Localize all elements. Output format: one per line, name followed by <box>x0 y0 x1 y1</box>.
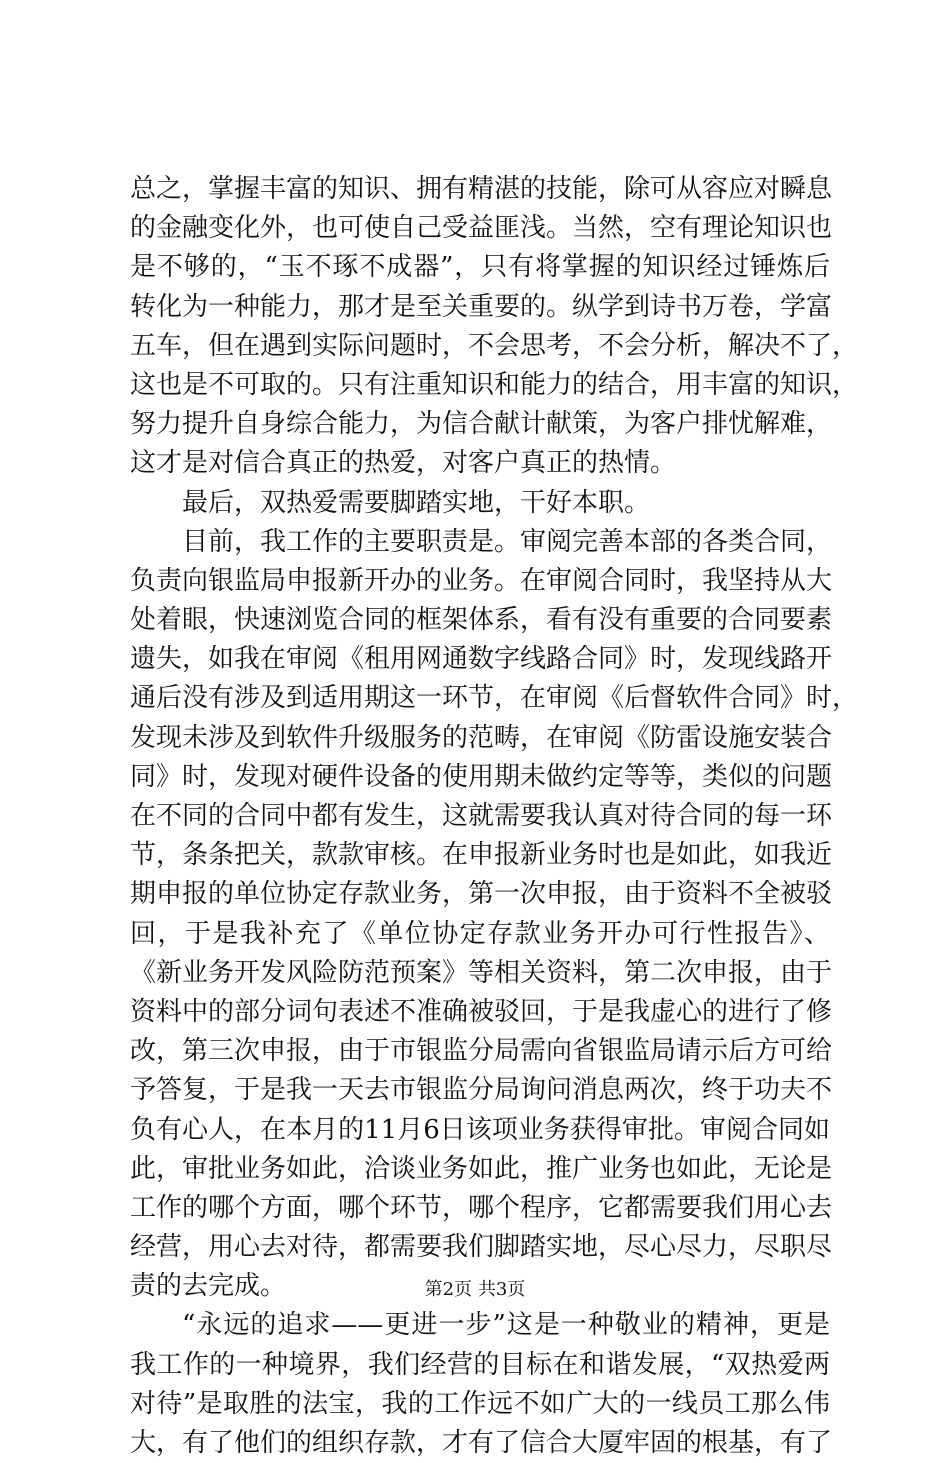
text-line: 经营，用心去对待，都需要我们脚踏实地，尽心尽力，尽职尽 <box>130 1232 833 1263</box>
text-line: 这才是对信合真正的热爱，对客户真正的热情。 <box>130 448 677 479</box>
text-line: 转化为一种能力，那才是至关重要的。纵学到诗书万卷，学富 <box>130 291 833 322</box>
text-line: 节，条条把关，款款审核。在申报新业务时也是如此，如我近 <box>130 840 833 871</box>
text-line: 总之，掌握丰富的知识、拥有精湛的技能，除可从容应对瞬息 <box>130 174 833 204</box>
text-line: 目前，我工作的主要职责是。审阅完善本部的各类合同， <box>182 526 833 557</box>
text-line: 通后没有涉及到适用期这一环节，在审阅《后督软件合同》时， <box>130 683 859 714</box>
text-line: 责的去完成。 <box>130 1271 287 1302</box>
text-line: 努力提升自身综合能力，为信合献计献策，为客户排忧解难， <box>130 409 833 440</box>
text-line: 同》时，发现对硬件设备的使用期未做约定等等，类似的问题 <box>130 761 833 792</box>
text-line: 发现未涉及到软件升级服务的范畴，在审阅《防雷设施安装合 <box>130 722 833 753</box>
paragraph <box>130 523 859 1307</box>
page-footer: 第2页 共3页 <box>424 1279 526 1300</box>
text-line: 处着眼，快速浏览合同的框架体系，看有没有重要的合同要素 <box>130 605 833 636</box>
text-line: 期申报的单位协定存款业务，第一次申报，由于资料不全被驳 <box>130 879 833 910</box>
text-line: 大，有了他们的组织存款，才有了信合大厦牢固的根基，有了 <box>130 1428 833 1458</box>
text-line: 在不同的合同中都有发生，这就需要我认真对待合同的每一环 <box>130 801 833 831</box>
text-line: 的金融变化外，也可使自己受益匪浅。当然，空有理论知识也 <box>130 213 833 244</box>
text-line: 此，审批业务如此，洽谈业务如此，推广业务也如此，无论是 <box>130 1153 833 1184</box>
text-line: 负有心人，在本月的11月6日该项业务获得审批。审阅合同如 <box>130 1114 830 1145</box>
text-line: 我工作的一种境界，我们经营的目标在和谐发展，“双热爱两 <box>130 1349 830 1380</box>
paragraph <box>130 484 830 523</box>
text-line: 是不够的，“玉不琢不成器”，只有将掌握的知识经过锤炼后 <box>130 252 830 283</box>
text-line: 最后，双热爱需要脚踏实地，干好本职。 <box>182 487 651 518</box>
text-line: 这也是不可取的。只有注重知识和能力的结合，用丰富的知识， <box>130 369 859 400</box>
text-line: “永远的追求——更进一步”这是一种敬业的精神，更是 <box>182 1310 830 1341</box>
text-line: 五车，但在遇到实际问题时，不会思考，不会分析，解决不了， <box>130 330 859 361</box>
text-line: 对待”是取胜的法宝，我的工作远不如广大的一线员工那么伟 <box>130 1388 830 1419</box>
text-line: 《新业务开发风险防范预案》等相关资料，第二次申报，由于 <box>130 957 833 988</box>
document-body <box>130 170 859 1463</box>
text-line: 改，第三次申报，由于市银监分局需向省银监局请示后方可给 <box>130 1036 833 1067</box>
paragraph <box>130 1306 833 1463</box>
paragraph <box>130 170 859 484</box>
text-line: 遗失，如我在审阅《租用网通数字线路合同》时，发现线路开 <box>130 644 833 675</box>
text-line: 工作的哪个方面，哪个环节，哪个程序，它都需要我们用心去 <box>130 1192 833 1223</box>
text-line: 负责向银监局申报新开办的业务。在审阅合同时，我坚持从大 <box>130 565 833 596</box>
text-line: 回，于是我补充了《单位协定存款业务开办可行性报告》、 <box>130 918 830 949</box>
text-line: 予答复，于是我一天去市银监分局询问消息两次，终于功夫不 <box>130 1075 833 1106</box>
text-line: 资料中的部分词句表述不准确被驳回，于是我虚心的进行了修 <box>130 996 833 1027</box>
